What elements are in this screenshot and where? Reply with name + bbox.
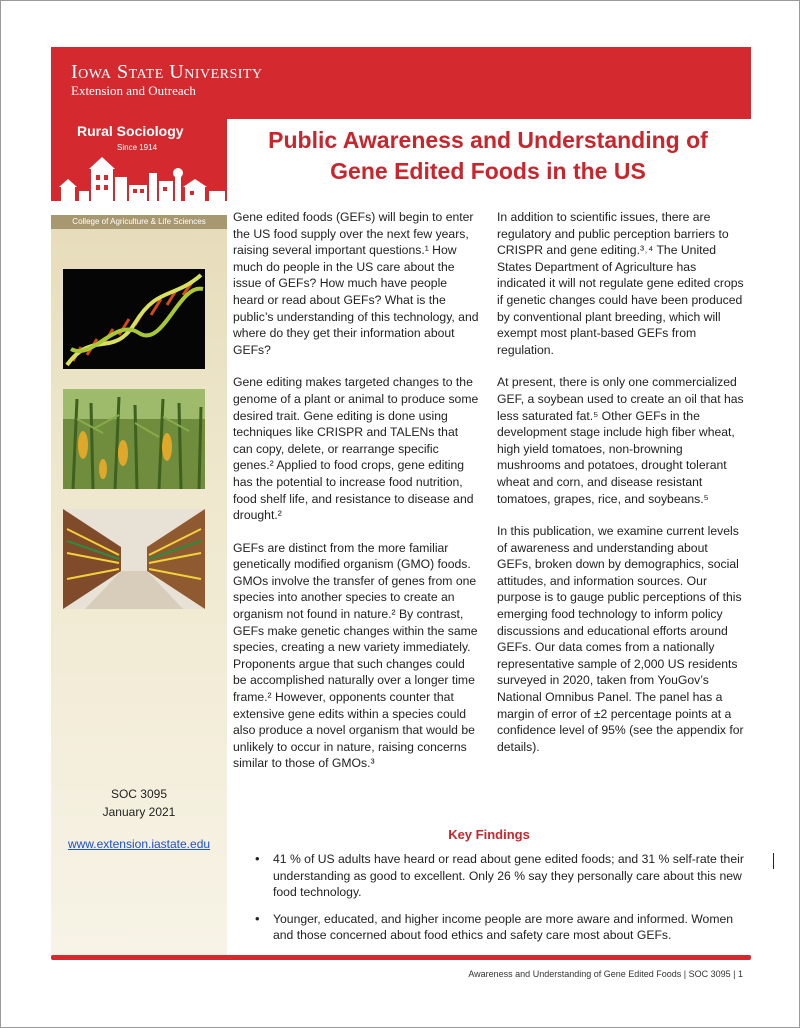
key-findings-title: Key Findings [448,827,530,842]
rural-sociology-logo [51,119,227,215]
page-footer: Awareness and Understanding of Gene Edited Foods | SOC 3095 | 1 [468,969,743,979]
university-name: Iowa State University [71,61,263,83]
paragraph: GEFs are distinct from the more familiar genetically modified organism (GMO) foods. GMOs involve the transfer of genes from one species into another species to create an organism not found in nature.² By contrast, GEFs make genetic changes within the same species, creating a new variety immediately. Proponents argue that such changes could be accomplished naturally over a longer time frame.² However, opponents counter that extensive gene edits within a species could also produce a novel organism that would be unlikely to occur in nature, raising concerns similar to those of GMOs.³ [233,540,478,771]
paragraph: In addition to scientific issues, there are regulatory and public perception barriers to CRISPR and gene editing.³˒⁴ The United States Department of Agriculture has indicated it will not regulate gene edited crops if genetic changes could have been produced by conventional plant breeding, which will exempt most plant-based GEFs from regulation. [497,210,744,357]
corn-field-photo [63,389,205,489]
publication-date: January 2021 [102,805,176,819]
grocery-aisle-photo [63,509,205,609]
college-name: College of Agriculture & Life Sciences [51,215,227,229]
publication-code: SOC 3095 [110,787,168,801]
sidebar [51,119,227,955]
paragraph: Gene editing makes targeted changes to the genome of a plant or animal to produce some desired trait. Gene editing is done using techniques like CRISPR and TALENs that can copy, delete, or rearrange specific genes.² Applied to food crops, gene editing has the potential to increase food nutrition, food shelf life, and resistance to disease and drought.² [233,375,479,523]
brand-since: Since 1914 [117,143,158,152]
list-item: • 41 % of US adults have heard or read about gene edited foods; and 31 % self-rate their understanding as good to excellent. Only 26 % say they personally care about this new food technology. [253,851,753,901]
footer-rule [51,955,751,960]
title-line-1: Public Awareness and Understanding of [268,127,708,153]
university-subtitle: Extension and Outreach [71,83,196,98]
title-line-2: Gene Edited Foods in the US [330,158,646,184]
text-cursor [773,853,774,869]
extension-website-link[interactable]: www.extension.iastate.edu [67,837,211,851]
list-item: • Younger, educated, and higher income people are more aware and informed. Women and those concerned about food ethics and safety care most about GEFs. [253,911,753,944]
paragraph: Gene edited foods (GEFs) will begin to enter the US food supply over the next few years, raising several important questions.¹ How much do people in the US care about the issue of GEFs? How much have people heard or read about GEFs? What is the public’s understanding of this technology, and where do they get their information about GEFs? [233,210,479,357]
brand-title: Rural Sociology [77,123,184,139]
paragraph: At present, there is only one commercialized GEF, a soybean used to create an oil that has less saturated fat.⁵ Other GEFs in the development stage include high fiber wheat, high yield tomatoes, non-browning mushrooms and potatoes, drought tolerant wheat and corn, and disease resistant tomatoes, grapes, rice, and soybeans.⁵ [497,375,744,506]
header-band [51,47,751,119]
left-text-column [233,209,479,788]
key-findings-list [253,851,753,954]
dna-helix-photo [63,269,205,369]
page-title [233,125,743,187]
right-text-column [497,209,745,771]
paragraph: In this publication, we examine current levels of awareness and understanding about GEFs, broken down by demographics, social attitudes, and information sources. Our purpose is to gauge public perceptions of this emerging food technology to inform policy discussions and educational efforts around GEFs. Our data comes from a nationally representative sample of 2,000 US residents surveyed in 2020, taken from YouGov’s National Omnibus Panel. The panel has a margin of error of ±2 percentage points at a confidence level of 95% (see the appendix for details). [497,524,744,754]
town-skyline-icon [51,147,227,215]
